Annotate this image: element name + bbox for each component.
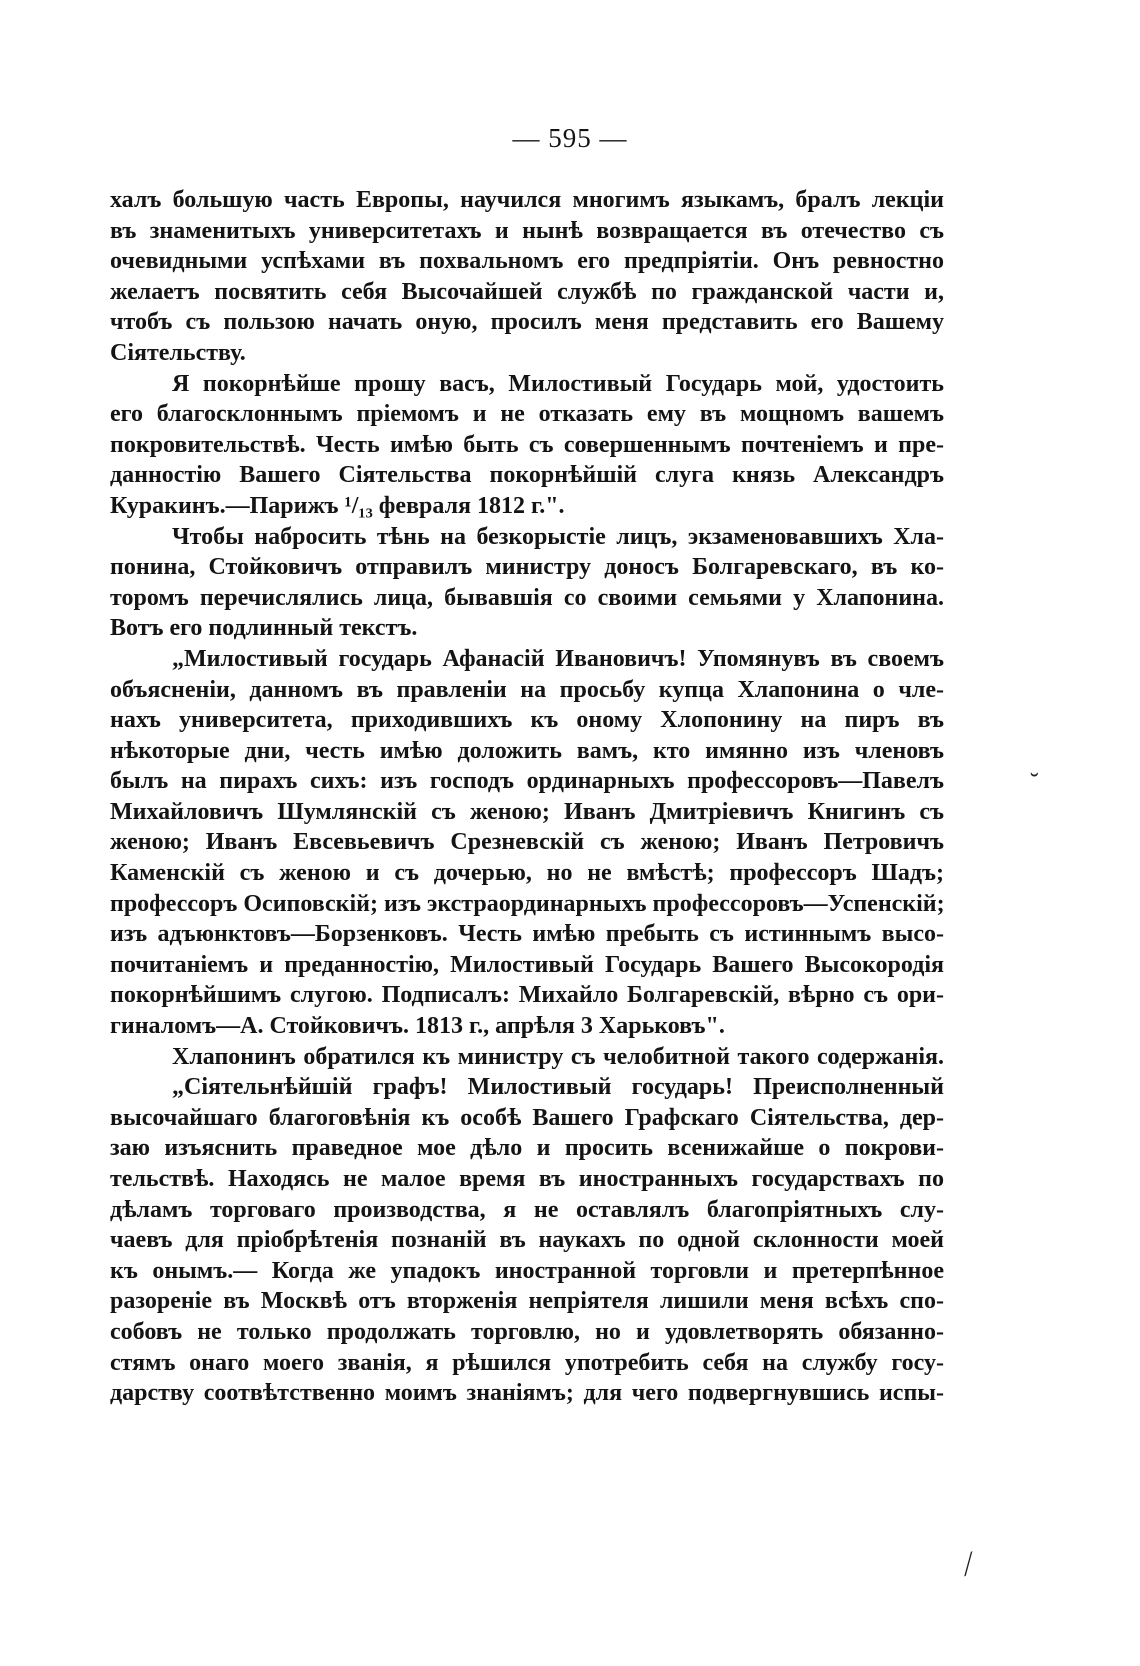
text-line: былъ на пирахъ сихъ: изъ господъ ординарныхъ профессоровъ—Павелъ [110,768,944,795]
body-text [110,185,944,1409]
text-line: Сіятельству. [110,339,246,366]
text-line: тельствѣ. Находясь не малое время въ иностранныхъ государствахъ по [110,1166,944,1192]
page-number: — 595 — [512,123,628,153]
text-line: заю изъяснить праведное мое дѣло и просить всенижайше о покрови- [110,1135,944,1162]
text-line: собовъ не только продолжать торговлю, но и удовлетворять обязанно- [110,1318,944,1345]
text-line: женою; Иванъ Евсевьевичъ Срезневскій съ женою; Иванъ Петровичъ [110,829,944,856]
text-line: очевидными успѣхами въ похвальномъ его предпріятіи. Онъ ревностно [110,248,944,275]
text-line: Каменскій съ женою и съ дочерью, но не вмѣстѣ; профессоръ Шадъ; [110,860,944,887]
text-line: изъ адъюнктовъ—Борзенковъ. Честь имѣю пребыть съ истиннымъ высо- [110,921,944,948]
text-line: профессоръ Осиповскій; изъ экстраординарныхъ профессоровъ—Успенскій; [110,890,945,917]
text-line: Куракинъ.—Парижъ ¹/₁₃ февраля 1812 г.". [110,492,565,519]
text-line: гиналомъ—А. Стойковичъ. 1813 г., апрѣля 3 Харьковъ". [110,1013,725,1040]
text-line: объясненіи, данномъ въ правленіи на просьбу купца Хлапонина о чле- [110,676,944,703]
text-line: высочайшаго благоговѣнія къ особѣ Вашего Графскаго Сіятельства, дер- [110,1104,944,1131]
text-line: нѣкоторые дни, честь имѣю доложить вамъ, кто имянно изъ членовъ [110,737,944,764]
text-line: Вотъ его подлинный текстъ. [110,615,418,642]
text-line: его благосклоннымъ пріемомъ и не отказать ему въ мощномъ вашемъ [110,401,944,428]
pencil-mark: ⟋ [954,1547,984,1582]
text-line: покорнѣйшимъ слугою. Подписалъ: Михайло Болгаревскій, вѣрно съ ори- [110,982,944,1009]
text-line: понина, Стойковичъ отправилъ министру доносъ Болгаревскаго, въ ко- [110,554,944,581]
text-line: разореніе въ Москвѣ отъ вторженія непріятеля лишили меня всѣхъ спо- [110,1288,944,1315]
text-line: Хлапонинъ обратился къ министру съ челобитной такого содержанія. [172,1043,944,1070]
text-line: чтобъ съ пользою начать оную, просилъ меня представить его Вашему [110,309,944,336]
text-line: желаетъ посвятить себя Высочайшей службѣ по гражданской части и, [110,278,944,305]
text-line: дѣламъ торговаго производства, я не оставлялъ благопріятныхъ слу- [110,1196,944,1223]
text-line: стямъ онаго моего званія, я рѣшился употребить себя на службу госу- [110,1349,944,1376]
text-line: „Милостивый государь Афанасій Ивановичъ! Упомянувъ въ своемъ [172,645,944,672]
text-line: Я покорнѣйше прошу васъ, Милостивый Государь мой, удостоить [172,370,944,397]
text-line: халъ большую часть Европы, научился многимъ языкамъ, бралъ лекціи [110,187,944,213]
text-line: Михайловичъ Шумлянскій съ женою; Иванъ Дмитріевичъ Книгинъ съ [110,798,944,825]
text-line: данностію Вашего Сіятельства покорнѣйшій слуга князь Александръ [110,462,944,489]
text-line: торомъ перечислялись лица, бывавшія со своими семьями у Хлапонина. [110,584,944,611]
text-line: чаевъ для пріобрѣтенія познаній въ наукахъ по одной склонности моей [110,1227,944,1254]
text-line: Чтобы набросить тѣнь на безкорыстіе лицъ, экзаменовавшихъ Хла- [172,523,944,550]
text-line: въ знаменитыхъ университетахъ и нынѣ возвращается въ отечество съ [110,217,944,244]
text-line: покровительствѣ. Честь имѣю быть съ совершеннымъ почтеніемъ и пре- [110,431,944,458]
text-line: нахъ университета, приходившихъ къ оному Хлопонину на пиръ въ [110,707,944,734]
text-line: къ онымъ.— Когда же упадокъ иностранной торговли и претерпѣнное [110,1257,944,1284]
stray-mark: ˘ [1030,768,1039,797]
text-line: „Сіятельнѣйшій графъ! Милостивый государь! Преисполненный [172,1074,944,1101]
text-line: почитаніемъ и преданностію, Милостивый Государь Вашего Высокородія [110,951,944,978]
text-line: дарству соотвѣтственно моимъ знаніямъ; для чего подвергнувшись испы- [110,1380,944,1407]
